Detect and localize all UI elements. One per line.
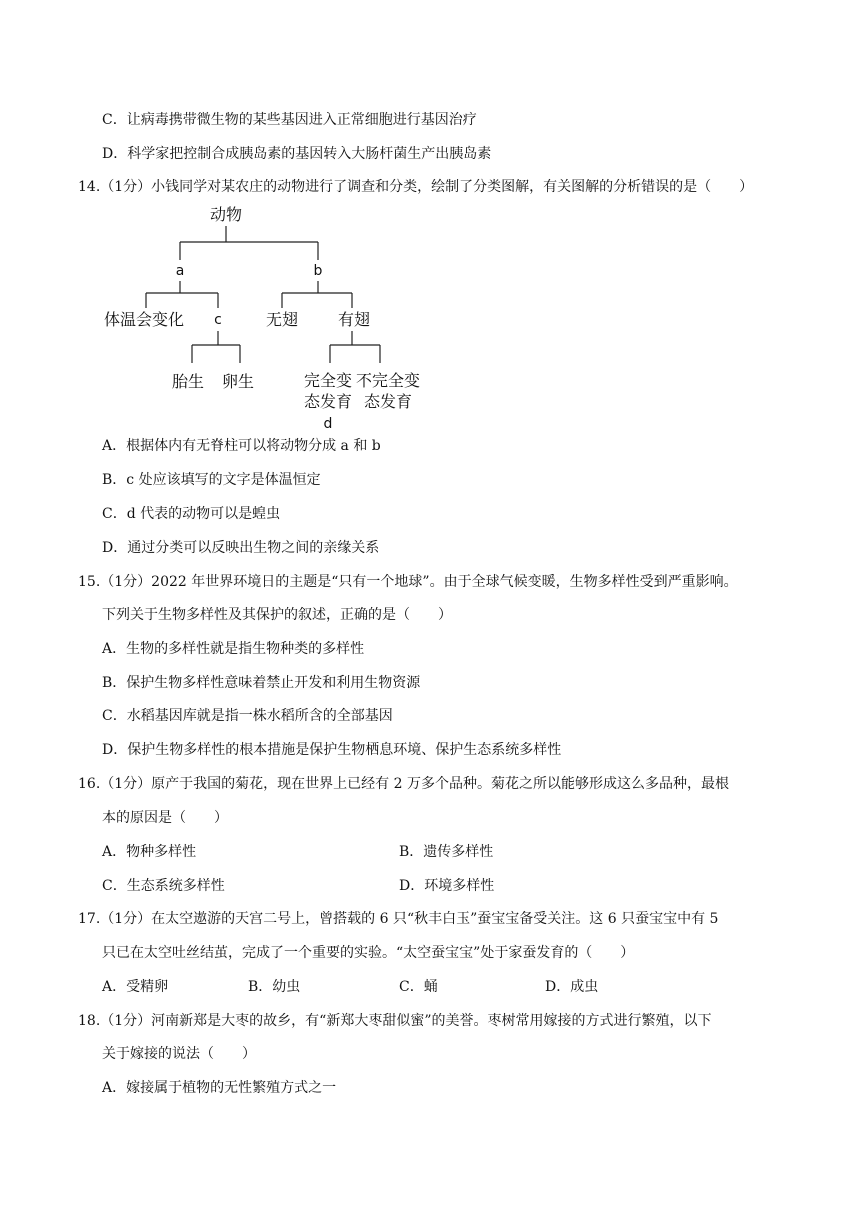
q15-stem-line-1: 15.（1分）2022 年世界环境日的主题是“只有一个地球”。由于全球气候变暖，生物多样性受到严重影响。 <box>78 574 738 590</box>
q13-option-c: C．让病毒携带微生物的某些基因进入正常细胞进行基因治疗 <box>102 112 477 128</box>
q16-option-a: A．物种多样性 <box>102 844 197 860</box>
q14-option-c: C．d 代表的动物可以是蝗虫 <box>102 506 281 522</box>
diagram-label-complete-meta-2: 态发育 <box>303 392 353 411</box>
q17-option-c: C．蛹 <box>399 979 438 995</box>
q14-stem: 14.（1分）小钱同学对某农庄的动物进行了调查和分类，绘制了分类图解，有关图解的分析错误的是（ ） <box>78 179 754 195</box>
q16-option-b: B．遗传多样性 <box>399 844 494 860</box>
q14-classification-diagram <box>90 200 450 432</box>
diagram-label-incomplete-meta-1: 不完全变 <box>355 371 421 390</box>
q16-option-d: D．环境多样性 <box>399 878 495 894</box>
q15-option-b: B．保护生物多样性意味着禁止开发和利用生物资源 <box>102 675 421 691</box>
q18-option-a: A．嫁接属于植物的无性繁殖方式之一 <box>102 1080 337 1096</box>
q16-stem-line-1: 16.（1分）原产于我国的菊花，现在世界上已经有 2 万多个品种。菊花之所以能够形成这么多品种，最根 <box>78 776 729 792</box>
diagram-label-incomplete-meta-2: 态发育 <box>363 392 413 411</box>
q14-option-a: A．根据体内有无脊柱可以将动物分成 a 和 b <box>102 438 381 454</box>
q13-option-d: D．科学家把控制合成胰岛素的基因转入大肠杆菌生产出胰岛素 <box>102 146 492 162</box>
diagram-label-c: c <box>214 312 222 328</box>
diagram-label-winged: 有翅 <box>337 310 371 329</box>
diagram-label-wingless: 无翅 <box>265 310 299 329</box>
q18-stem-line-2: 关于嫁接的说法（ ） <box>102 1046 256 1062</box>
q14-option-b: B．c 处应该填写的文字是体温恒定 <box>102 472 321 488</box>
diagram-label-temp-varies: 体温会变化 <box>103 310 185 329</box>
diagram-label-a: a <box>175 263 185 279</box>
q15-option-d: D．保护生物多样性的根本措施是保护生物栖息环境、保护生态系统多样性 <box>102 742 562 758</box>
q17-stem-line-2: 只已在太空吐丝结茧，完成了一个重要的实验。“太空蚕宝宝”处于家蚕发育的（ ） <box>102 945 635 961</box>
diagram-root-label: 动物 <box>209 205 243 224</box>
q14-option-d: D．通过分类可以反映出生物之间的亲缘关系 <box>102 540 380 556</box>
q15-option-a: A．生物的多样性就是指生物种类的多样性 <box>102 641 365 657</box>
q17-option-b: B．幼虫 <box>248 979 301 995</box>
diagram-label-b: b <box>313 263 323 279</box>
q16-stem-line-2: 本的原因是（ ） <box>102 810 228 826</box>
diagram-label-viviparous: 胎生 <box>171 372 205 391</box>
q17-option-d: D．成虫 <box>545 979 599 995</box>
diagram-label-oviparous: 卵生 <box>221 372 255 391</box>
q17-stem-line-1: 17.（1分）在太空遨游的天宫二号上，曾搭载的 6 只“秋丰白玉”蚕宝宝备受关注。这 6 只蚕宝宝中有 5 <box>78 911 719 927</box>
diagram-label-complete-meta-1: 完全变 <box>303 371 353 390</box>
diagram-label-d: d <box>323 416 333 432</box>
q15-stem-line-2: 下列关于生物多样性及其保护的叙述，正确的是（ ） <box>102 607 452 623</box>
q18-stem-line-1: 18.（1分）河南新郑是大枣的故乡，有“新郑大枣甜似蜜”的美誉。枣树常用嫁接的方式进行繁殖，以下 <box>78 1013 712 1029</box>
q15-option-c: C．水稻基因库就是指一株水稻所含的全部基因 <box>102 708 393 724</box>
q16-option-c: C．生态系统多样性 <box>102 878 225 894</box>
q17-option-a: A．受精卵 <box>102 979 169 995</box>
